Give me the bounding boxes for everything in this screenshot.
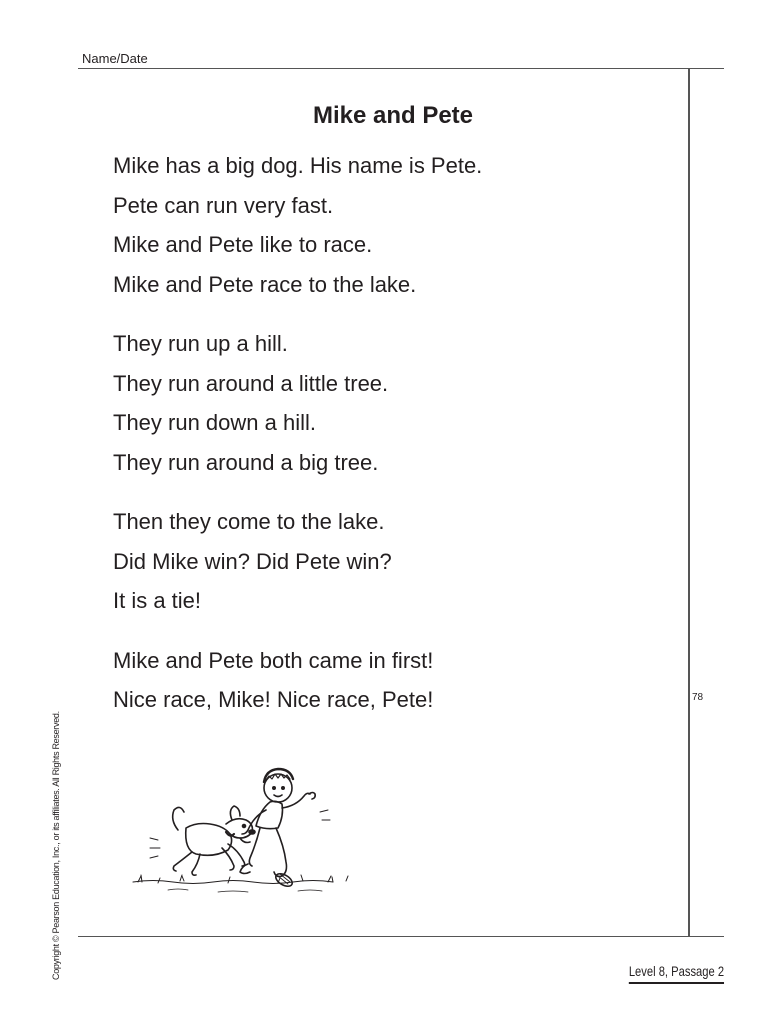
passage-line: Pete can run very fast. — [113, 192, 334, 218]
stanza — [113, 502, 673, 621]
stanza — [113, 324, 673, 482]
passage-line: They run around a little tree. — [113, 370, 389, 396]
level-passage-label: Level 8, Passage 2 — [629, 963, 724, 984]
top-rule — [78, 68, 724, 69]
boy-and-dog-running-illustration — [128, 760, 368, 915]
right-rule — [688, 68, 690, 936]
bottom-rule — [78, 936, 724, 937]
passage-line: Nice race, Mike! Nice race, Pete! — [113, 687, 434, 712]
passage-line: They run down a hill. — [113, 410, 316, 435]
passage-line: It is a tie! — [113, 588, 202, 613]
passage-line: Mike and Pete both came in first! — [113, 647, 434, 673]
stanza — [113, 641, 673, 720]
passage-line: Mike and Pete like to race. — [113, 232, 373, 257]
word-count: 78 — [692, 692, 704, 703]
stanza — [113, 146, 673, 304]
passage-line: They run around a big tree. — [113, 449, 379, 475]
passage-title: Mike and Pete — [312, 102, 474, 129]
passage-line: Then they come to the lake. — [113, 509, 385, 534]
name-date-label: Name/Date — [82, 51, 148, 66]
passage-line: Mike and Pete race to the lake. — [113, 271, 417, 297]
passage-line: Did Mike win? Did Pete win? — [113, 548, 392, 574]
passage-body — [113, 146, 673, 740]
passage-line: Mike has a big dog. His name is Pete. — [113, 153, 483, 178]
copyright-notice: Copyright © Pearson Education, Inc., or its affiliates. All Rights Reserved. — [51, 711, 61, 980]
passage-line: They run up a hill. — [113, 331, 288, 356]
